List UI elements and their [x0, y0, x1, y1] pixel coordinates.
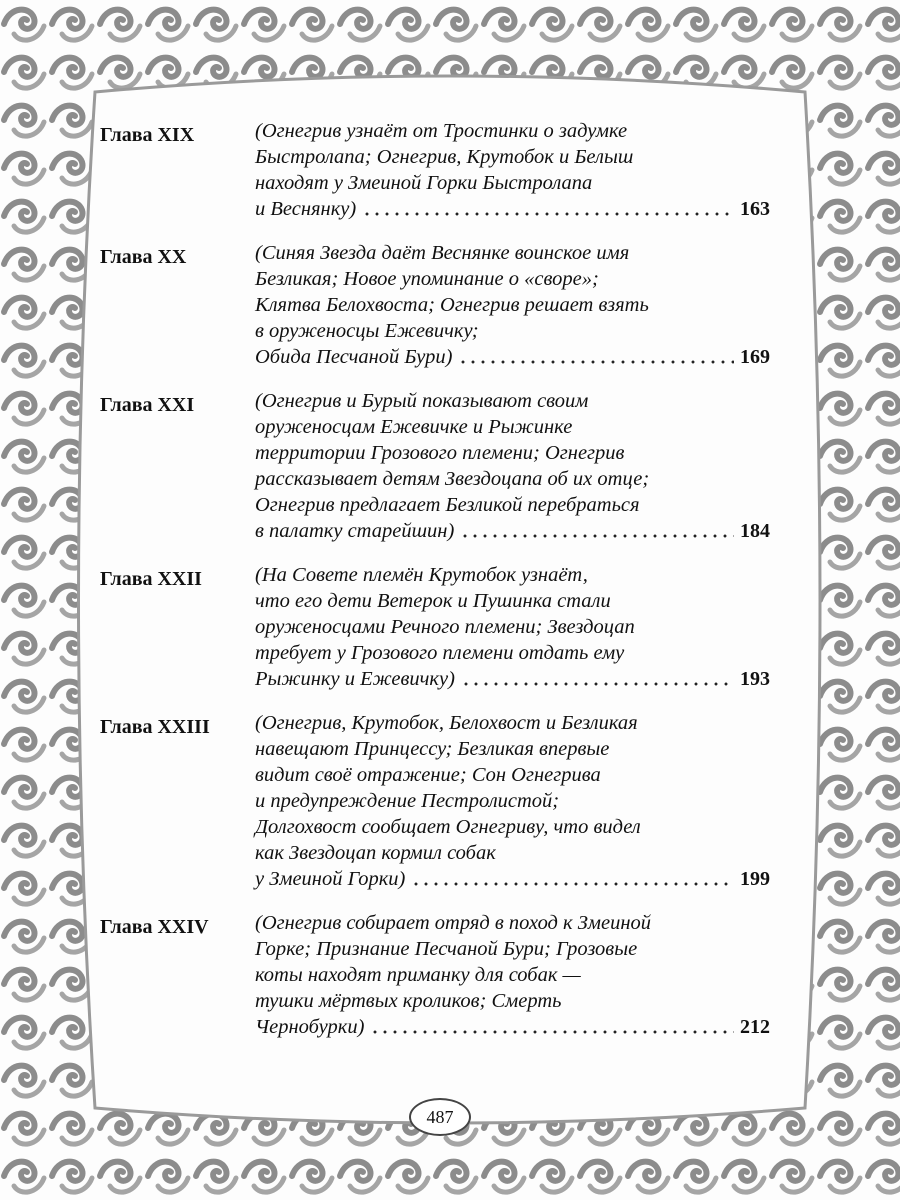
summary-line: (На Совете племён Крутобок узнаёт, — [255, 564, 588, 586]
chapter-summary — [255, 562, 770, 692]
table-of-contents — [100, 118, 770, 1058]
toc-entry — [100, 388, 770, 544]
page-number: 212 — [740, 1016, 770, 1038]
page-number: 199 — [740, 868, 770, 890]
summary-line: как Звездоцап кормил собак — [255, 842, 496, 864]
summary-line: и Веснянку) — [255, 198, 357, 220]
summary-last-line — [255, 1014, 770, 1040]
summary-line: тушки мёртвых кроликов; Смерть — [255, 990, 562, 1012]
chapter-label: Глава XXII — [100, 568, 202, 590]
chapter-label: Глава XXI — [100, 394, 195, 416]
toc-entry — [100, 710, 770, 892]
summary-last-line — [255, 344, 770, 370]
chapter-summary — [255, 910, 770, 1040]
summary-line: оруженосцам Ежевичке и Рыжинке — [255, 416, 573, 438]
chapter-label: Глава XXIII — [100, 716, 210, 738]
summary-line: Клятва Белохвоста; Огнегрив решает взять — [255, 294, 649, 316]
chapter-summary — [255, 388, 770, 544]
summary-line: Чернобурки) — [255, 1016, 365, 1038]
toc-entry — [100, 562, 770, 692]
page-number: 163 — [740, 198, 770, 220]
page-number: 169 — [740, 346, 770, 368]
dot-leader — [458, 360, 734, 364]
folio-page-number: 487 — [409, 1098, 471, 1136]
summary-line: (Огнегрив и Бурый показывают своим — [255, 390, 589, 412]
summary-line: навещают Принцессу; Безликая впервые — [255, 738, 610, 760]
summary-line: что его дети Ветерок и Пушинка стали — [255, 590, 611, 612]
summary-line: у Змеиной Горки) — [255, 868, 406, 890]
summary-line: (Огнегрив, Крутобок, Белохвост и Безликая — [255, 712, 638, 734]
summary-line: Безликая; Новое упоминание о «своре»; — [255, 268, 599, 290]
dot-leader — [411, 882, 734, 886]
summary-line: Рыжинку и Ежевичку) — [255, 668, 455, 690]
summary-line: в оруженосцы Ежевичку; — [255, 320, 479, 342]
dot-leader — [362, 212, 734, 216]
chapter-summary — [255, 710, 770, 892]
summary-line: (Синяя Звезда даёт Веснянке воинское имя — [255, 242, 630, 264]
summary-last-line — [255, 666, 770, 692]
summary-last-line — [255, 196, 770, 222]
summary-line: (Огнегрив узнаёт от Тростинки о задумке — [255, 120, 628, 142]
summary-line: оруженосцами Речного племени; Звездоцап — [255, 616, 635, 638]
page-number: 193 — [740, 668, 770, 690]
chapter-label: Глава XIX — [100, 124, 195, 146]
summary-line: (Огнегрив собирает отряд в поход к Змеиной — [255, 912, 652, 934]
dot-leader — [460, 534, 734, 538]
chapter-label: Глава XX — [100, 246, 187, 268]
summary-line: территории Грозового племени; Огнегрив — [255, 442, 625, 464]
summary-line: находят у Змеиной Горки Быстролапа — [255, 172, 593, 194]
dot-leader — [461, 682, 734, 686]
summary-last-line — [255, 866, 770, 892]
summary-line: коты находят приманку для собак — — [255, 964, 581, 986]
toc-entry — [100, 240, 770, 370]
chapter-label: Глава XXIV — [100, 916, 209, 938]
chapter-summary — [255, 118, 770, 222]
chapter-summary — [255, 240, 770, 370]
toc-entry — [100, 910, 770, 1040]
summary-line: Долгохвост сообщает Огнегриву, что видел — [255, 816, 641, 838]
summary-last-line — [255, 518, 770, 544]
summary-line: рассказывает детям Звездоцапа об их отце; — [255, 468, 650, 490]
summary-line: Быстролапа; Огнегрив, Крутобок и Белыш — [255, 146, 634, 168]
summary-line: видит своё отражение; Сон Огнегрива — [255, 764, 601, 786]
summary-line: в палатку старейшин) — [255, 520, 455, 542]
summary-line: и предупреждение Пестролистой; — [255, 790, 560, 812]
summary-line: Горке; Признание Песчаной Бури; Грозовые — [255, 938, 638, 960]
summary-line: требует у Грозового племени отдать ему — [255, 642, 625, 664]
dot-leader — [370, 1030, 734, 1034]
page-number: 184 — [740, 520, 770, 542]
summary-line: Обида Песчаной Бури) — [255, 346, 453, 368]
summary-line: Огнегрив предлагает Безликой перебраться — [255, 494, 640, 516]
toc-entry — [100, 118, 770, 222]
